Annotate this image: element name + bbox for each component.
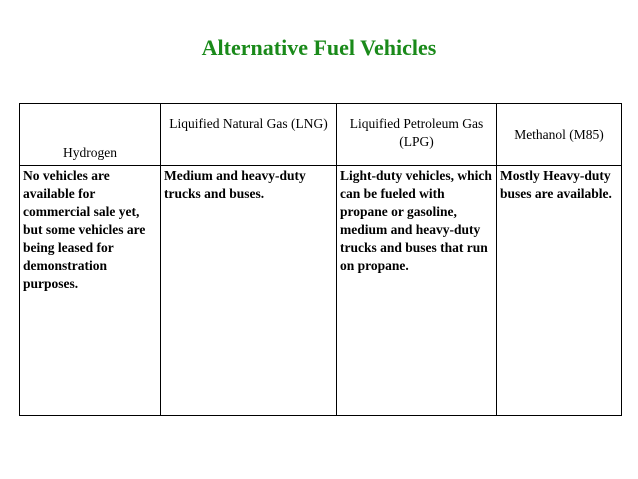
header-hydrogen: Hydrogen bbox=[20, 104, 161, 166]
cell-hydrogen: No vehicles are available for commercial sale yet, but some vehicles are being leased for demonstration purposes. bbox=[20, 166, 161, 416]
header-lpg: Liquified Petroleum Gas (LPG) bbox=[337, 104, 497, 166]
table-row bbox=[20, 166, 622, 416]
cell-methanol: Mostly Heavy-duty buses are available. bbox=[497, 166, 622, 416]
page-title: Alternative Fuel Vehicles bbox=[201, 35, 437, 60]
header-methanol: Methanol (M85) bbox=[497, 104, 622, 166]
cell-lpg: Light-duty vehicles, which can be fueled with propane or gasoline, medium and heavy-duty trucks and buses that run on propane. bbox=[337, 166, 497, 416]
header-lng: Liquified Natural Gas (LNG) bbox=[161, 104, 337, 166]
fuel-table bbox=[19, 103, 622, 416]
table-header-row bbox=[20, 104, 622, 166]
cell-lng: Medium and heavy-duty trucks and buses. bbox=[161, 166, 337, 416]
